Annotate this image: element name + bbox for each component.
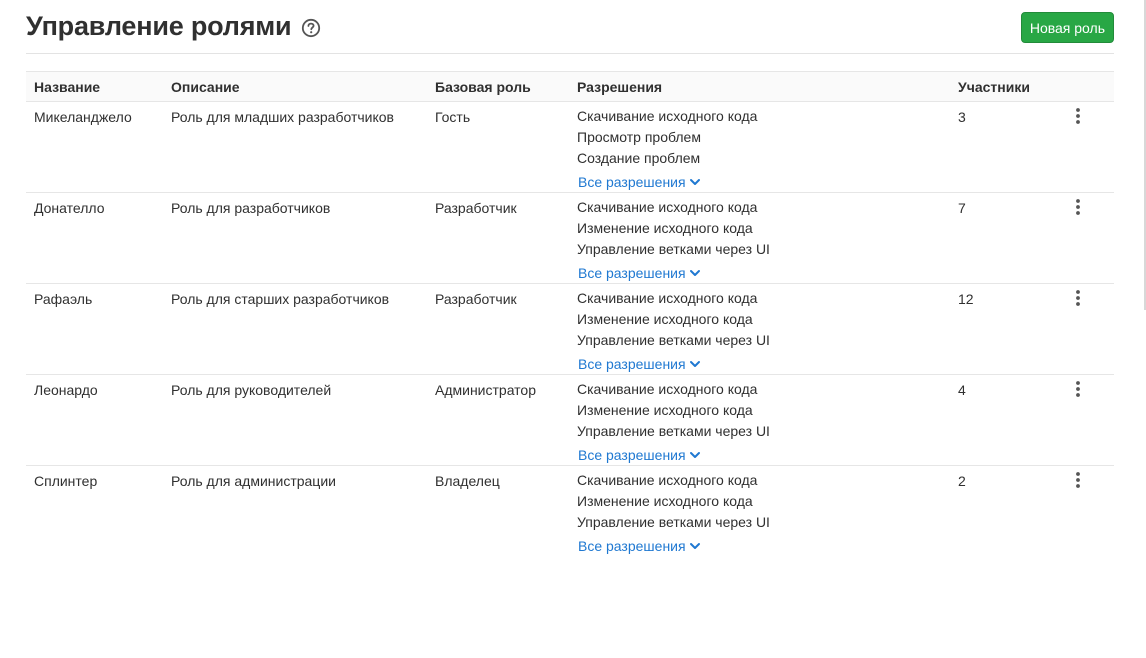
table-row xyxy=(26,193,1114,284)
permission-item: Скачивание исходного кода xyxy=(577,472,758,488)
kebab-menu-icon[interactable] xyxy=(1068,197,1088,217)
column-header-members[interactable]: Участники xyxy=(950,72,1050,102)
role-name: Рафаэль xyxy=(26,284,163,375)
kebab-menu-icon[interactable] xyxy=(1068,106,1088,126)
role-base-role: Администратор xyxy=(427,375,569,466)
all-permissions-label: Все разрешения xyxy=(578,174,686,190)
all-permissions-label: Все разрешения xyxy=(578,356,686,372)
new-role-button[interactable]: Новая роль xyxy=(1021,12,1114,43)
kebab-menu-icon[interactable] xyxy=(1068,379,1088,399)
permission-item: Изменение исходного кода xyxy=(577,493,753,509)
role-description: Роль для разработчиков xyxy=(163,193,427,284)
role-name: Микеланджело xyxy=(26,102,163,193)
role-base-role: Разработчик xyxy=(427,284,569,375)
permission-list xyxy=(577,288,942,351)
title-wrap xyxy=(26,11,321,42)
role-name: Леонардо xyxy=(26,375,163,466)
permission-item: Изменение исходного кода xyxy=(577,311,753,327)
permission-item: Изменение исходного кода xyxy=(577,402,753,418)
all-permissions-link[interactable] xyxy=(577,174,701,190)
table-header-row xyxy=(26,72,1114,102)
role-base-role: Владелец xyxy=(435,473,500,489)
role-members: 12 xyxy=(950,284,1050,375)
role-members: 3 xyxy=(950,102,1050,193)
roles-table xyxy=(26,71,1114,557)
role-base-role: Разработчик xyxy=(427,193,569,284)
permission-item: Управление ветками через UI xyxy=(577,514,770,530)
chevron-down-icon xyxy=(689,449,701,461)
all-permissions-link[interactable] xyxy=(577,356,701,372)
column-header-description[interactable]: Описание xyxy=(163,72,427,102)
table-row xyxy=(26,284,1114,375)
chevron-down-icon xyxy=(689,176,701,188)
permission-item: Скачивание исходного кода xyxy=(577,381,758,397)
role-base-role: Гость xyxy=(427,102,569,193)
kebab-menu-icon[interactable] xyxy=(1068,470,1088,490)
permission-list xyxy=(577,197,942,260)
page-header xyxy=(26,0,1114,54)
all-permissions-link[interactable] xyxy=(577,265,701,281)
permission-list xyxy=(577,379,942,442)
permission-list xyxy=(577,106,942,169)
permission-item: Управление ветками через UI xyxy=(577,332,770,348)
permission-item: Создание проблем xyxy=(577,150,701,166)
all-permissions-label: Все разрешения xyxy=(578,538,686,554)
all-permissions-label: Все разрешения xyxy=(578,447,686,463)
permission-item: Управление ветками через UI xyxy=(577,241,770,257)
role-members: 7 xyxy=(950,193,1050,284)
column-header-permissions[interactable]: Разрешения xyxy=(569,72,950,102)
permission-list xyxy=(577,470,942,533)
role-description: Роль для администрации xyxy=(171,473,336,489)
permission-item: Изменение исходного кода xyxy=(577,220,753,236)
permission-item: Скачивание исходного кода xyxy=(577,108,758,124)
kebab-menu-icon[interactable] xyxy=(1068,288,1088,308)
role-permissions xyxy=(569,193,950,284)
role-actions xyxy=(1050,284,1114,375)
role-permissions xyxy=(569,284,950,375)
table-row xyxy=(26,466,1114,557)
question-circle-icon[interactable] xyxy=(301,18,321,38)
role-description: Роль для руководителей xyxy=(163,375,427,466)
table-row xyxy=(26,102,1114,193)
all-permissions-label: Все разрешения xyxy=(578,265,686,281)
table-row xyxy=(26,375,1114,466)
permission-item: Управление ветками через UI xyxy=(577,423,770,439)
page-content xyxy=(26,0,1114,557)
all-permissions-link[interactable] xyxy=(577,538,701,554)
role-description: Роль для старших разработчиков xyxy=(163,284,427,375)
role-name: Донателло xyxy=(26,193,163,284)
role-actions xyxy=(1050,193,1114,284)
role-permissions xyxy=(569,466,950,557)
all-permissions-link[interactable] xyxy=(577,447,701,463)
chevron-down-icon xyxy=(689,540,701,552)
page-title: Управление ролями xyxy=(26,11,292,41)
role-description: Роль для младших разработчиков xyxy=(163,102,427,193)
permission-item: Скачивание исходного кода xyxy=(577,290,758,306)
role-name: Сплинтер xyxy=(34,473,98,489)
role-actions xyxy=(1050,102,1114,193)
chevron-down-icon xyxy=(689,358,701,370)
role-actions xyxy=(1050,466,1114,557)
role-permissions xyxy=(569,102,950,193)
column-header-actions xyxy=(1050,72,1114,102)
permission-item: Просмотр проблем xyxy=(577,129,701,145)
role-actions xyxy=(1050,375,1114,466)
chevron-down-icon xyxy=(689,267,701,279)
role-permissions xyxy=(569,375,950,466)
column-header-name[interactable]: Название xyxy=(26,72,163,102)
permission-item: Скачивание исходного кода xyxy=(577,199,758,215)
column-header-base-role[interactable]: Базовая роль xyxy=(427,72,569,102)
role-members: 4 xyxy=(950,375,1050,466)
role-members: 2 xyxy=(958,473,966,489)
